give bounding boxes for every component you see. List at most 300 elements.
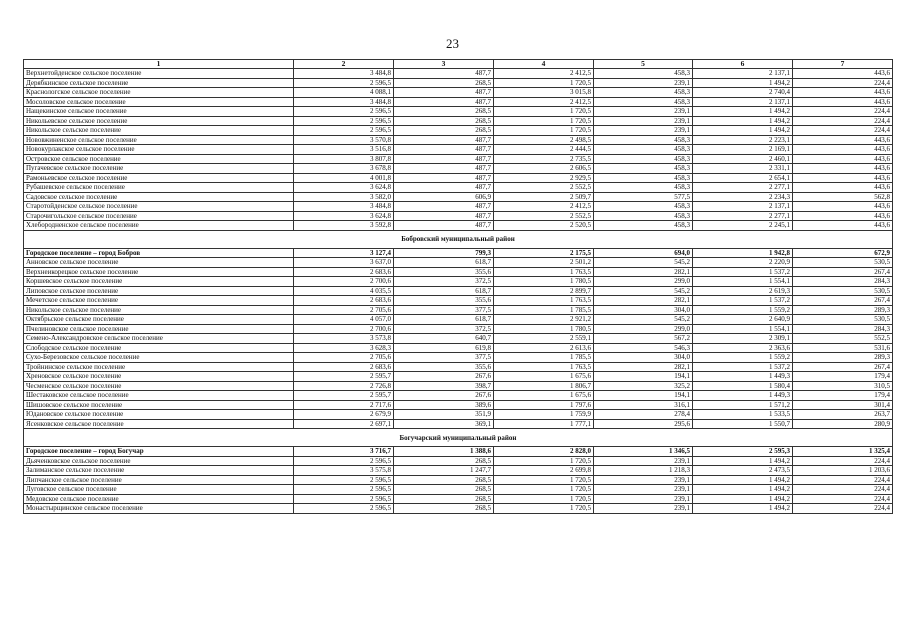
value-cell: 458,3 [594,173,693,183]
settlement-name-cell: Островское сельское поселение [24,154,294,164]
table-row [24,362,893,372]
value-cell: 1 537,2 [693,296,793,306]
value-cell: 2 683,6 [294,296,394,306]
value-cell: 1 720,5 [494,475,594,485]
table-row [24,88,893,98]
value-cell: 372,5 [394,277,494,287]
value-cell: 2 501,2 [494,258,594,268]
value-cell: 3 484,8 [294,202,394,212]
value-cell: 487,7 [394,154,494,164]
value-cell: 2 699,8 [494,466,594,476]
table-row [24,221,893,231]
value-cell: 1 720,5 [494,504,594,514]
value-cell: 2 460,1 [693,154,793,164]
value-cell: 1 449,3 [693,391,793,401]
value-cell: 458,3 [594,145,693,155]
table-row [24,69,893,79]
value-cell: 458,3 [594,69,693,79]
value-cell: 239,1 [594,116,693,126]
value-cell: 194,1 [594,391,693,401]
value-cell: 1 785,5 [494,305,594,315]
table-row [24,116,893,126]
value-cell: 1 203,6 [793,466,893,476]
value-cell: 398,7 [394,381,494,391]
value-cell: 458,3 [594,154,693,164]
value-cell: 3 716,7 [294,447,394,457]
value-cell: 2 552,5 [494,183,594,193]
table-row [24,485,893,495]
value-cell: 1 537,2 [693,362,793,372]
value-cell: 299,0 [594,277,693,287]
value-cell: 3 624,8 [294,211,394,221]
value-cell: 1 218,3 [594,466,693,476]
value-cell: 567,2 [594,334,693,344]
value-cell: 487,7 [394,202,494,212]
settlement-name-cell: Никольское сельское поселение [24,126,294,136]
value-cell: 443,6 [793,154,893,164]
value-cell: 443,6 [793,69,893,79]
table-row [24,456,893,466]
value-cell: 458,3 [594,202,693,212]
value-cell: 268,5 [394,456,494,466]
value-cell: 1 247,7 [394,466,494,476]
value-cell: 224,4 [793,456,893,466]
column-header: 2 [294,60,394,69]
value-cell: 458,3 [594,164,693,174]
value-cell: 2 679,9 [294,410,394,420]
table-row [24,78,893,88]
value-cell: 2 705,6 [294,353,394,363]
value-cell: 2 717,6 [294,400,394,410]
value-cell: 2 509,7 [494,192,594,202]
value-cell: 1 494,2 [693,485,793,495]
value-cell: 284,3 [793,324,893,334]
table-body [24,69,893,514]
value-cell: 2 137,1 [693,69,793,79]
value-cell: 3 484,8 [294,69,394,79]
value-cell: 577,5 [594,192,693,202]
table-row [24,466,893,476]
value-cell: 545,2 [594,315,693,325]
value-cell: 3 573,8 [294,334,394,344]
value-cell: 268,5 [394,494,494,504]
value-cell: 224,4 [793,126,893,136]
value-cell: 4 057,0 [294,315,394,325]
settlement-name-cell: Шестаковское сельское поселение [24,391,294,401]
value-cell: 224,4 [793,116,893,126]
value-cell: 239,1 [594,475,693,485]
table-row [24,248,893,258]
value-cell: 443,6 [793,202,893,212]
value-cell: 239,1 [594,107,693,117]
value-cell: 2 596,5 [294,107,394,117]
value-cell: 268,5 [394,78,494,88]
value-cell: 179,4 [793,372,893,382]
value-cell: 301,4 [793,400,893,410]
settlement-name-cell: Анновское сельское поселение [24,258,294,268]
value-cell: 2 654,1 [693,173,793,183]
value-cell: 224,4 [793,78,893,88]
settlement-name-cell: Слободское сельское поселение [24,343,294,353]
value-cell: 369,1 [394,419,494,429]
value-cell: 2 700,6 [294,277,394,287]
table-row [24,343,893,353]
value-cell: 2 596,5 [294,494,394,504]
value-cell: 1 720,5 [494,126,594,136]
table-row [24,400,893,410]
value-cell: 1 559,2 [693,353,793,363]
value-cell: 282,1 [594,296,693,306]
value-cell: 2 606,5 [494,164,594,174]
value-cell: 487,7 [394,88,494,98]
value-cell: 487,7 [394,69,494,79]
value-cell: 530,5 [793,286,893,296]
value-cell: 443,6 [793,145,893,155]
value-cell: 618,7 [394,286,494,296]
settlement-name-cell: Дьяченковское сельское поселение [24,456,294,466]
value-cell: 458,3 [594,88,693,98]
value-cell: 2 921,2 [494,315,594,325]
table-row [24,107,893,117]
value-cell: 443,6 [793,183,893,193]
value-cell: 1 720,5 [494,456,594,466]
value-cell: 619,8 [394,343,494,353]
table-row [24,391,893,401]
table-row [24,192,893,202]
value-cell: 2 613,6 [494,343,594,353]
value-cell: 546,3 [594,343,693,353]
value-cell: 239,1 [594,494,693,504]
value-cell: 1 550,7 [693,419,793,429]
value-cell: 2 520,5 [494,221,594,231]
value-cell: 267,4 [793,362,893,372]
value-cell: 487,7 [394,145,494,155]
table-row [24,135,893,145]
value-cell: 389,6 [394,400,494,410]
value-cell: 2 705,6 [294,305,394,315]
value-cell: 2 700,6 [294,324,394,334]
section-title: Бобровский муниципальный район [24,230,893,248]
column-header: 6 [693,60,793,69]
value-cell: 239,1 [594,504,693,514]
value-cell: 267,6 [394,372,494,382]
value-cell: 1 494,2 [693,78,793,88]
column-header: 1 [24,60,294,69]
value-cell: 2 309,1 [693,334,793,344]
value-cell: 1 580,4 [693,381,793,391]
value-cell: 458,3 [594,221,693,231]
settlement-name-cell: Ясенковское сельское поселение [24,419,294,429]
value-cell: 562,8 [793,192,893,202]
value-cell: 239,1 [594,485,693,495]
value-cell: 443,6 [793,97,893,107]
value-cell: 1 806,7 [494,381,594,391]
value-cell: 4 035,5 [294,286,394,296]
settlement-name-cell: Старотойденское сельское поселение [24,202,294,212]
value-cell: 487,7 [394,211,494,221]
value-cell: 1 494,2 [693,116,793,126]
settlement-name-cell: Городское поселение – город Бобров [24,248,294,258]
settlement-name-cell: Тройнинское сельское поселение [24,362,294,372]
value-cell: 239,1 [594,78,693,88]
value-cell: 487,7 [394,135,494,145]
settlement-name-cell: Дерябкинское сельское поселение [24,78,294,88]
value-cell: 2 169,1 [693,145,793,155]
value-cell: 2 552,5 [494,211,594,221]
value-cell: 310,5 [793,381,893,391]
settlement-name-cell: Новокурлакское сельское поселение [24,145,294,155]
value-cell: 443,6 [793,173,893,183]
value-cell: 3 637,0 [294,258,394,268]
settlement-name-cell: Никольское сельское поселение [24,305,294,315]
value-cell: 487,7 [394,97,494,107]
value-cell: 1 571,2 [693,400,793,410]
table-row [24,296,893,306]
value-cell: 1 942,8 [693,248,793,258]
value-cell: 267,4 [793,296,893,306]
settlement-name-cell: Коршевское сельское поселение [24,277,294,287]
page-number: 23 [446,36,459,51]
value-cell: 224,4 [793,485,893,495]
value-cell: 355,6 [394,362,494,372]
column-header: 4 [494,60,594,69]
value-cell: 2 735,5 [494,154,594,164]
value-cell: 2 234,3 [693,192,793,202]
value-cell: 2 412,5 [494,69,594,79]
table-row [24,324,893,334]
value-cell: 3 678,8 [294,164,394,174]
settlement-name-cell: Сухо-Березовское сельское поселение [24,353,294,363]
data-table [23,59,893,514]
header-row [24,60,893,69]
value-cell: 1 720,5 [494,107,594,117]
value-cell: 3 127,4 [294,248,394,258]
value-cell: 2 740,4 [693,88,793,98]
table-row [24,447,893,457]
value-cell: 2 683,6 [294,267,394,277]
value-cell: 1 554,1 [693,277,793,287]
settlement-name-cell: Нащекинское сельское поселение [24,107,294,117]
value-cell: 289,3 [793,305,893,315]
value-cell: 1 780,5 [494,324,594,334]
settlement-name-cell: Мечетское сельское поселение [24,296,294,306]
value-cell: 618,7 [394,258,494,268]
table-row [24,183,893,193]
section-title: Богучарский муниципальный район [24,429,893,447]
settlement-name-cell: Верхнетойденское сельское поселение [24,69,294,79]
value-cell: 1 785,5 [494,353,594,363]
settlement-name-cell: Нововжиненское сельское поселение [24,135,294,145]
value-cell: 694,0 [594,248,693,258]
value-cell: 2 596,5 [294,485,394,495]
section-row [24,429,893,447]
value-cell: 299,0 [594,324,693,334]
settlement-name-cell: Чесменское сельское поселение [24,381,294,391]
value-cell: 545,2 [594,286,693,296]
value-cell: 1 559,2 [693,305,793,315]
table-row [24,97,893,107]
value-cell: 2 444,5 [494,145,594,155]
value-cell: 1 675,6 [494,391,594,401]
value-cell: 2 277,1 [693,211,793,221]
value-cell: 267,4 [793,267,893,277]
value-cell: 2 828,0 [494,447,594,457]
value-cell: 295,6 [594,419,693,429]
value-cell: 1 494,2 [693,126,793,136]
value-cell: 443,6 [793,221,893,231]
value-cell: 2 595,7 [294,372,394,382]
settlement-name-cell: Хлебородненское сельское поселение [24,221,294,231]
value-cell: 278,4 [594,410,693,420]
value-cell: 268,5 [394,107,494,117]
value-cell: 458,3 [594,135,693,145]
settlement-name-cell: Октябрьское сельское поселение [24,315,294,325]
value-cell: 2 596,5 [294,456,394,466]
value-cell: 1 720,5 [494,116,594,126]
table-row [24,504,893,514]
value-cell: 3 015,8 [494,88,594,98]
value-cell: 2 640,9 [693,315,793,325]
value-cell: 3 807,8 [294,154,394,164]
value-cell: 1 388,6 [394,447,494,457]
value-cell: 268,5 [394,504,494,514]
value-cell: 672,9 [793,248,893,258]
value-cell: 1 797,6 [494,400,594,410]
table-row [24,154,893,164]
value-cell: 2 683,6 [294,362,394,372]
value-cell: 487,7 [394,221,494,231]
settlement-name-cell: Монастырщинское сельское поселение [24,504,294,514]
value-cell: 224,4 [793,504,893,514]
value-cell: 2 697,1 [294,419,394,429]
table-row [24,126,893,136]
table-row [24,381,893,391]
value-cell: 530,5 [793,315,893,325]
settlement-name-cell: Рубашевское сельское поселение [24,183,294,193]
settlement-name-cell: Липчанское сельское поселение [24,475,294,485]
value-cell: 282,1 [594,362,693,372]
table-row [24,258,893,268]
value-cell: 289,3 [793,353,893,363]
settlement-name-cell: Городское поселение – город Богучар [24,447,294,457]
value-cell: 377,5 [394,353,494,363]
column-header: 5 [594,60,693,69]
value-cell: 3 575,8 [294,466,394,476]
value-cell: 1 720,5 [494,485,594,495]
table-row [24,315,893,325]
value-cell: 268,5 [394,475,494,485]
value-cell: 1 763,5 [494,267,594,277]
value-cell: 377,5 [394,305,494,315]
settlement-name-cell: Пчелиновское сельское поселение [24,324,294,334]
settlement-name-cell: Липовское сельское поселение [24,286,294,296]
value-cell: 443,6 [793,164,893,174]
value-cell: 2 223,1 [693,135,793,145]
section-row [24,230,893,248]
value-cell: 1 325,4 [793,447,893,457]
value-cell: 2 726,8 [294,381,394,391]
value-cell: 325,2 [594,381,693,391]
value-cell: 4 001,8 [294,173,394,183]
value-cell: 487,7 [394,173,494,183]
value-cell: 443,6 [793,88,893,98]
value-cell: 458,3 [594,211,693,221]
table-row [24,145,893,155]
value-cell: 2 595,7 [294,391,394,401]
value-cell: 487,7 [394,164,494,174]
value-cell: 2 596,5 [294,504,394,514]
value-cell: 284,3 [793,277,893,287]
value-cell: 224,4 [793,494,893,504]
value-cell: 1 449,3 [693,372,793,382]
settlement-name-cell: Залиманское сельское поселение [24,466,294,476]
value-cell: 1 494,2 [693,504,793,514]
value-cell: 355,6 [394,296,494,306]
value-cell: 458,3 [594,183,693,193]
settlement-name-cell: Юдановское сельское поселение [24,410,294,420]
value-cell: 316,1 [594,400,693,410]
table-row [24,305,893,315]
table-row [24,419,893,429]
value-cell: 799,3 [394,248,494,258]
table-row [24,164,893,174]
table-row [24,372,893,382]
value-cell: 239,1 [594,456,693,466]
value-cell: 487,7 [394,183,494,193]
value-cell: 2 412,5 [494,202,594,212]
value-cell: 351,9 [394,410,494,420]
table-row [24,202,893,212]
value-cell: 239,1 [594,126,693,136]
value-cell: 2 245,1 [693,221,793,231]
table-row [24,353,893,363]
settlement-name-cell: Хреновское сельское поселение [24,372,294,382]
value-cell: 1 759,9 [494,410,594,420]
value-cell: 1 346,5 [594,447,693,457]
value-cell: 194,1 [594,372,693,382]
table-row [24,211,893,221]
value-cell: 304,0 [594,305,693,315]
value-cell: 1 780,5 [494,277,594,287]
settlement-name-cell: Садовское сельское поселение [24,192,294,202]
settlement-name-cell: Семено-Александровское сельское поселение [24,334,294,344]
settlement-name-cell: Медовское сельское поселение [24,494,294,504]
value-cell: 268,5 [394,116,494,126]
value-cell: 618,7 [394,315,494,325]
value-cell: 1 537,2 [693,267,793,277]
value-cell: 1 554,1 [693,324,793,334]
value-cell: 2 498,5 [494,135,594,145]
value-cell: 3 624,8 [294,183,394,193]
value-cell: 1 777,1 [494,419,594,429]
value-cell: 3 592,8 [294,221,394,231]
settlement-name-cell: Рамоньевское сельское поселение [24,173,294,183]
value-cell: 263,7 [793,410,893,420]
value-cell: 2 595,3 [693,447,793,457]
value-cell: 3 516,8 [294,145,394,155]
table-row [24,494,893,504]
value-cell: 3 582,0 [294,192,394,202]
value-cell: 552,5 [793,334,893,344]
value-cell: 2 596,5 [294,126,394,136]
value-cell: 2 929,5 [494,173,594,183]
settlement-name-cell: Шишовское сельское поселение [24,400,294,410]
table-row [24,173,893,183]
value-cell: 268,5 [394,485,494,495]
value-cell: 2 899,7 [494,286,594,296]
table-row [24,334,893,344]
value-cell: 372,5 [394,324,494,334]
